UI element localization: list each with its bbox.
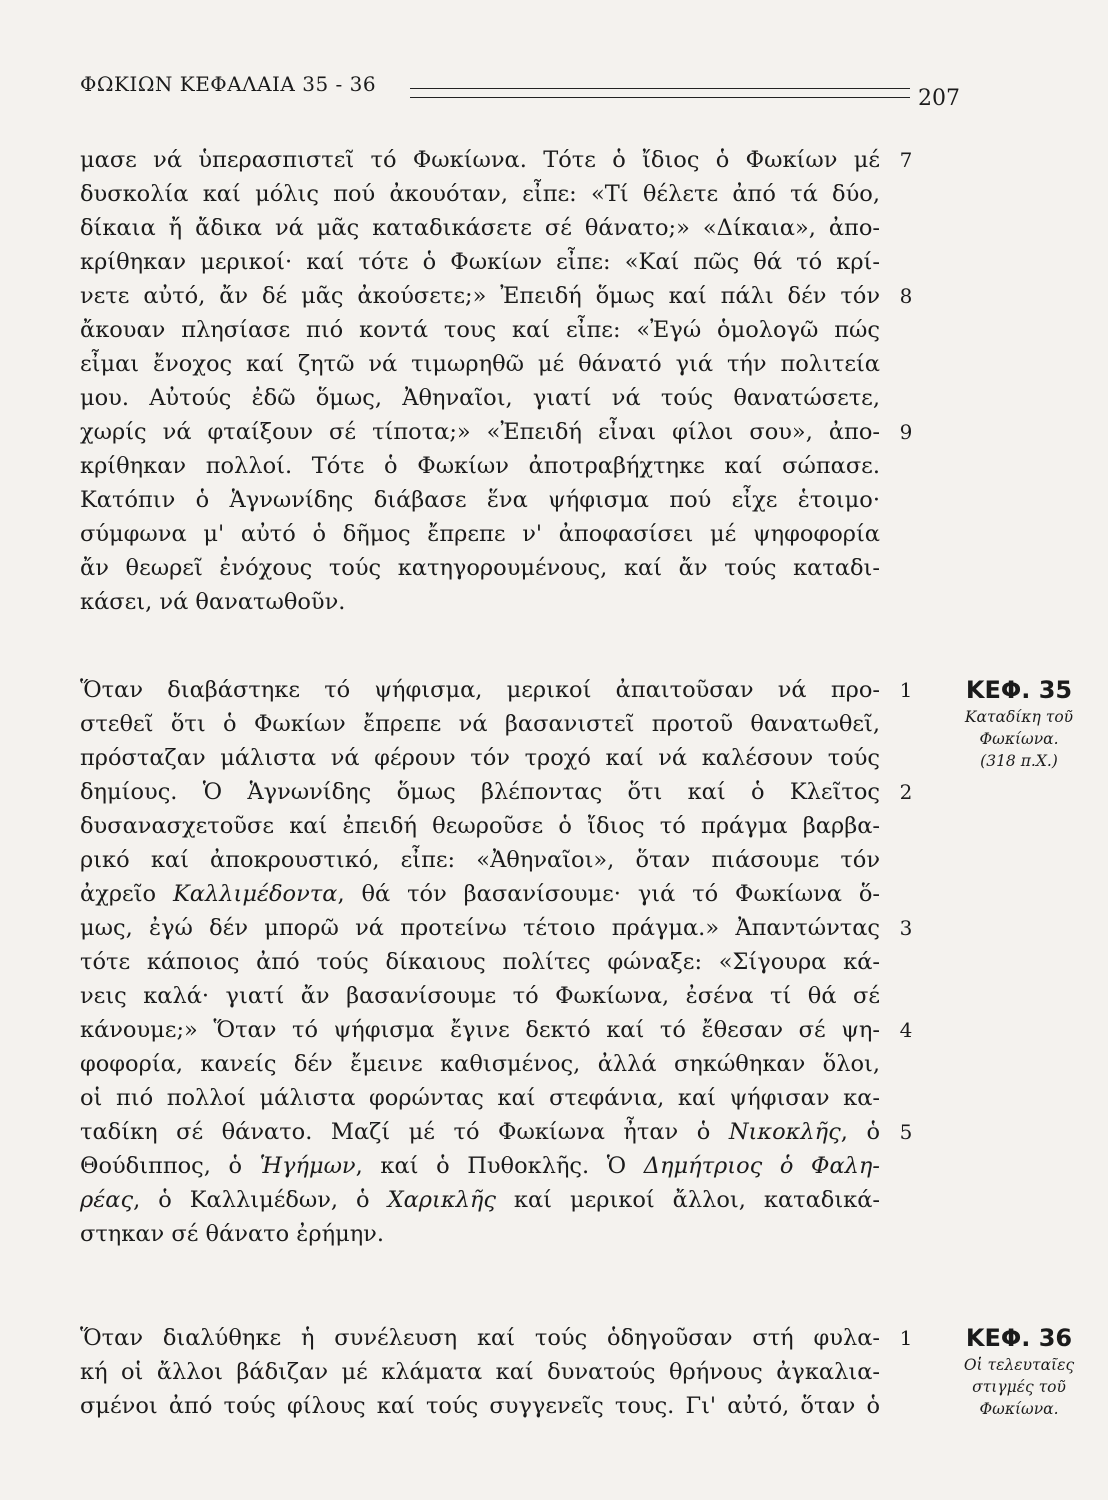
text-line: κρίθηκαν πολλοί. Τότε ὁ Φωκίων ἀποτραβήχτηκε καί σώπασε. [80,453,880,479]
text-line: Κατόπιν ὁ Ἁγνωνίδης διάβασε ἕνα ψήφισμα πού εἶχε ἑτοιμο· [80,487,880,513]
text-line: κάνουμε;» Ὅταν τό ψήφισμα ἔγινε δεκτό καί τό ἔθεσαν σέ ψη- [80,1017,880,1043]
chapter-sidenote-36 [944,1322,1094,1420]
text-line: τότε κάποιος ἀπό τούς δίκαιους πολίτες φώναξε: «Σίγουρα κά- [80,949,880,975]
text-line: ρέας, ὁ Καλλιμέδων, ὁ Χαρικλῆς καί μερικοί ἄλλοι, καταδικά- [80,1187,881,1213]
chapter-subtitle-line: Οἱ τελευταῖες [963,1356,1075,1374]
text-line: ἀχρεῖο Καλλιμέδοντα, θά τόν βασανίσουμε· γιά τό Φωκίωνα ὅ- [80,881,880,907]
person-name: Δημήτριος ὁ Φαλη- [643,1153,881,1179]
chapter-subtitle-line: Φωκίωνα. [979,730,1059,748]
chapter-subtitle-line: στιγμές τοῦ [972,1378,1066,1396]
text-line: ἄν θεωρεῖ ἐνόχους τούς κατηγορουμένους, καί ἄν τούς καταδι- [80,555,880,581]
header-title: ΦΩΚΙΩΝ ΚΕΦΑΛΑΙΑ 35 - 36 [80,72,377,96]
text-line: φοφορία, κανείς δέν ἔμεινε καθισμένος, ἀλλά σηκώθηκαν ὅλοι, [80,1051,880,1077]
header-double-rule [410,88,910,98]
text-line: μως, ἐγώ δέν μπορῶ νά προτείνω τέτοιο πράγμα.» Ἀπαντώντας [80,915,880,941]
text-line: κή οἱ ἄλλοι βάδιζαν μέ κλάματα καί δυνατούς θρήνους ἀγκαλια- [80,1359,880,1385]
text-line: κάσει, νά θανατωθοῦν. [80,589,346,615]
text-line: στεθεῖ ὅτι ὁ Φωκίων ἔπρεπε νά βασανιστεῖ προτοῦ θανατωθεῖ, [80,711,880,737]
person-name: Χαρικλῆς [387,1187,496,1213]
text-line: μου. Αὐτούς ἐδῶ ὅμως, Ἀθηναῖοι, γιατί νά τούς θανατώσετε, [80,385,880,411]
text-line: δίκαια ἤ ἄδικα νά μᾶς καταδικάσετε σέ θάνατο;» «Δίκαια», ἀπο- [80,215,880,241]
paragraph-number: 5 [899,1120,913,1144]
chapter-subtitle-line: Φωκίωνα. [979,1400,1059,1418]
person-name: Νικοκλῆς [728,1119,841,1145]
person-name: ρέας [80,1187,134,1213]
text-line: ἄκουαν πλησίασε πιό κοντά τους καί εἶπε: «Ἐγώ ὁμολογῶ πώς [80,317,880,343]
paragraph-number: 1 [899,1326,913,1350]
paragraph-number: 4 [899,1018,913,1042]
text-line: ρικό καί ἀποκρουστικό, εἶπε: «Ἀθηναῖοι», ὅταν πιάσουμε τόν [80,847,880,873]
text-line: οἱ πιό πολλοί μάλιστα φορώντας καί στεφάνια, καί ψήφισαν κα- [80,1085,880,1111]
paragraph-number: 1 [899,678,913,702]
text-line: χωρίς νά φταίξουν σέ τίποτα;» «Ἐπειδή εἶναι φίλοι σου», ἀπο- [80,419,880,445]
text-line: ταδίκη σέ θάνατο. Μαζί μέ τό Φωκίωνα ἦταν ὁ Νικοκλῆς, ὁ [80,1119,880,1145]
text-line: σμένοι ἀπό τούς φίλους καί τούς συγγενεῖς τους. Γι' αὐτό, ὅταν ὁ [80,1393,880,1419]
text-line: πρόσταζαν μάλιστα νά φέρουν τόν τροχό καί νά καλέσουν τούς [80,745,880,771]
paragraph-number: 2 [899,780,913,804]
text-line: σύμφωνα μ' αὐτό ὁ δῆμος ἔπρεπε ν' ἀποφασίσει μέ ψηφοφορία [80,521,880,547]
text-line: μασε νά ὑπερασπιστεῖ τό Φωκίωνα. Τότε ὁ ἴδιος ὁ Φωκίων μέ [80,147,880,173]
text-line: Θούδιππος, ὁ Ἡγήμων, καί ὁ Πυθοκλῆς. Ὁ Δημήτριος ὁ Φαλη- [80,1153,881,1179]
chapter-subtitle-line: (318 π.Χ.) [980,752,1058,770]
text-line: δυσκολία καί μόλις πού ἀκουόταν, εἶπε: «Τί θέλετε ἀπό τά δύο, [80,181,880,207]
running-header [80,72,960,112]
person-name: Ἡγήμων [259,1153,356,1179]
text-line: στηκαν σέ θάνατο ἐρήμην. [80,1221,385,1247]
chapter-subtitle-line: Καταδίκη τοῦ [964,708,1074,726]
text-line: κρίθηκαν μερικοί· καί τότε ὁ Φωκίων εἶπε: «Καί πῶς θά τό κρί- [80,249,880,275]
paragraph-number: 9 [899,420,913,444]
page-number: 207 [918,86,960,111]
text-line: δημίους. Ὁ Ἁγνωνίδης ὅμως βλέποντας ὅτι καί ὁ Κλεῖτος [80,779,880,805]
text-line: Ὅταν διαλύθηκε ἡ συνέλευση καί τούς ὁδηγοῦσαν στή φυλα- [80,1325,880,1351]
paragraph-number: 7 [899,148,913,172]
text-line: Ὅταν διαβάστηκε τό ψήφισμα, μερικοί ἀπαιτοῦσαν νά προ- [80,677,880,703]
text-line: νετε αὐτό, ἄν δέ μᾶς ἀκούσετε;» Ἐπειδή ὅμως καί πάλι δέν τόν [80,283,880,309]
paragraph-number: 3 [899,916,913,940]
text-line: εἶμαι ἔνοχος καί ζητῶ νά τιμωρηθῶ μέ θάνατό γιά τήν πολιτεία [80,351,880,377]
text-line: νεις καλά· γιατί ἄν βασανίσουμε τό Φωκίωνα, ἐσένα τί θά σέ [80,983,880,1009]
chapter-heading: ΚΕΦ. 36 [965,1324,1073,1352]
chapter-heading: ΚΕΦ. 35 [965,676,1073,704]
text-line: δυσανασχετοῦσε καί ἐπειδή θεωροῦσε ὁ ἴδιος τό πράγμα βαρβα- [80,813,880,839]
person-name: Καλλιμέδοντα [172,881,338,907]
paragraph-number: 8 [899,284,913,308]
chapter-sidenote-35 [944,674,1094,772]
